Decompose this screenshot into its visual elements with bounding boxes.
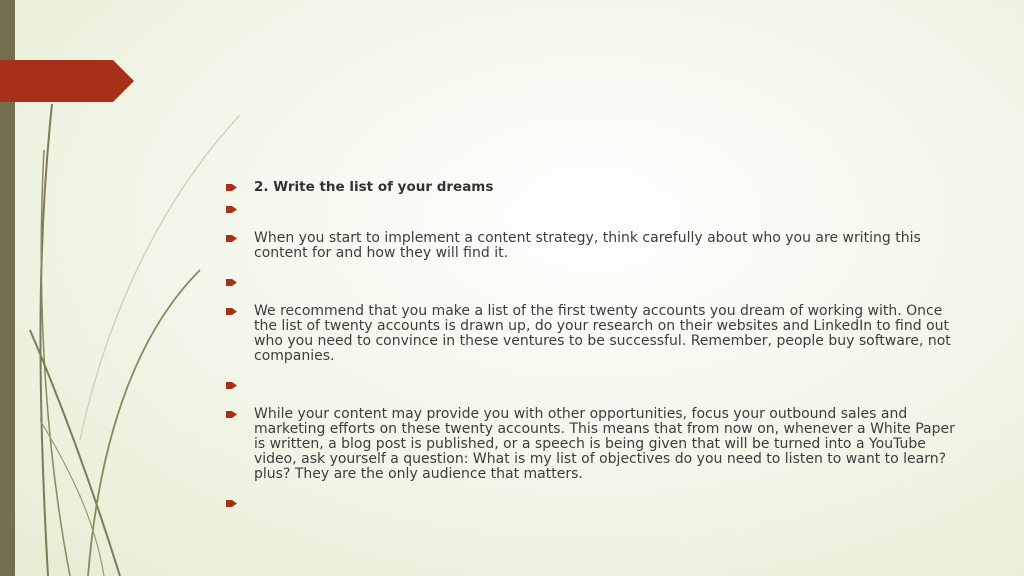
arrow-bullet-icon	[226, 277, 237, 288]
bullet-item	[226, 180, 966, 195]
arrow-bullet-icon	[226, 182, 237, 193]
arrow-bullet-icon	[226, 409, 237, 420]
arrow-bullet-icon	[226, 306, 237, 317]
bullet-item-empty	[226, 496, 966, 511]
slide-content	[226, 180, 966, 511]
arrow-bullet-icon	[226, 204, 237, 215]
bullet-text: We recommend that you make a list of the first twenty accounts you dream of working with. Once the list of twenty accounts is drawn up, do your research on their websites and LinkedIn to find out who you need to convince in these ventures to be successful. Remember, people buy software, not companies.	[254, 303, 951, 364]
bullet-item-empty	[226, 378, 966, 393]
bullet-item-empty	[226, 202, 966, 217]
bullet-item	[226, 231, 966, 261]
bullet-item	[226, 407, 966, 482]
bullet-text: While your content may provide you with other opportunities, focus your outbound sales and marketing efforts on these twenty accounts. This means that from now on, whenever a White Paper is written, a blog post is published, or a speech is being given that will be turned into a YouTube video, ask yourself a question: What is my list of objectives do you need to listen to want to learn? plus? They are the only audience that matters.	[254, 406, 955, 482]
red-ribbon-shape	[0, 60, 134, 102]
slide-heading: 2. Write the list of your dreams	[254, 179, 494, 195]
arrow-bullet-icon	[226, 380, 237, 391]
bullet-item-empty	[226, 275, 966, 290]
bullet-text: When you start to implement a content strategy, think carefully about who you are writing this content for and how they will find it.	[254, 230, 921, 261]
bullet-item	[226, 304, 966, 364]
arrow-bullet-icon	[226, 498, 237, 509]
arrow-bullet-icon	[226, 233, 237, 244]
